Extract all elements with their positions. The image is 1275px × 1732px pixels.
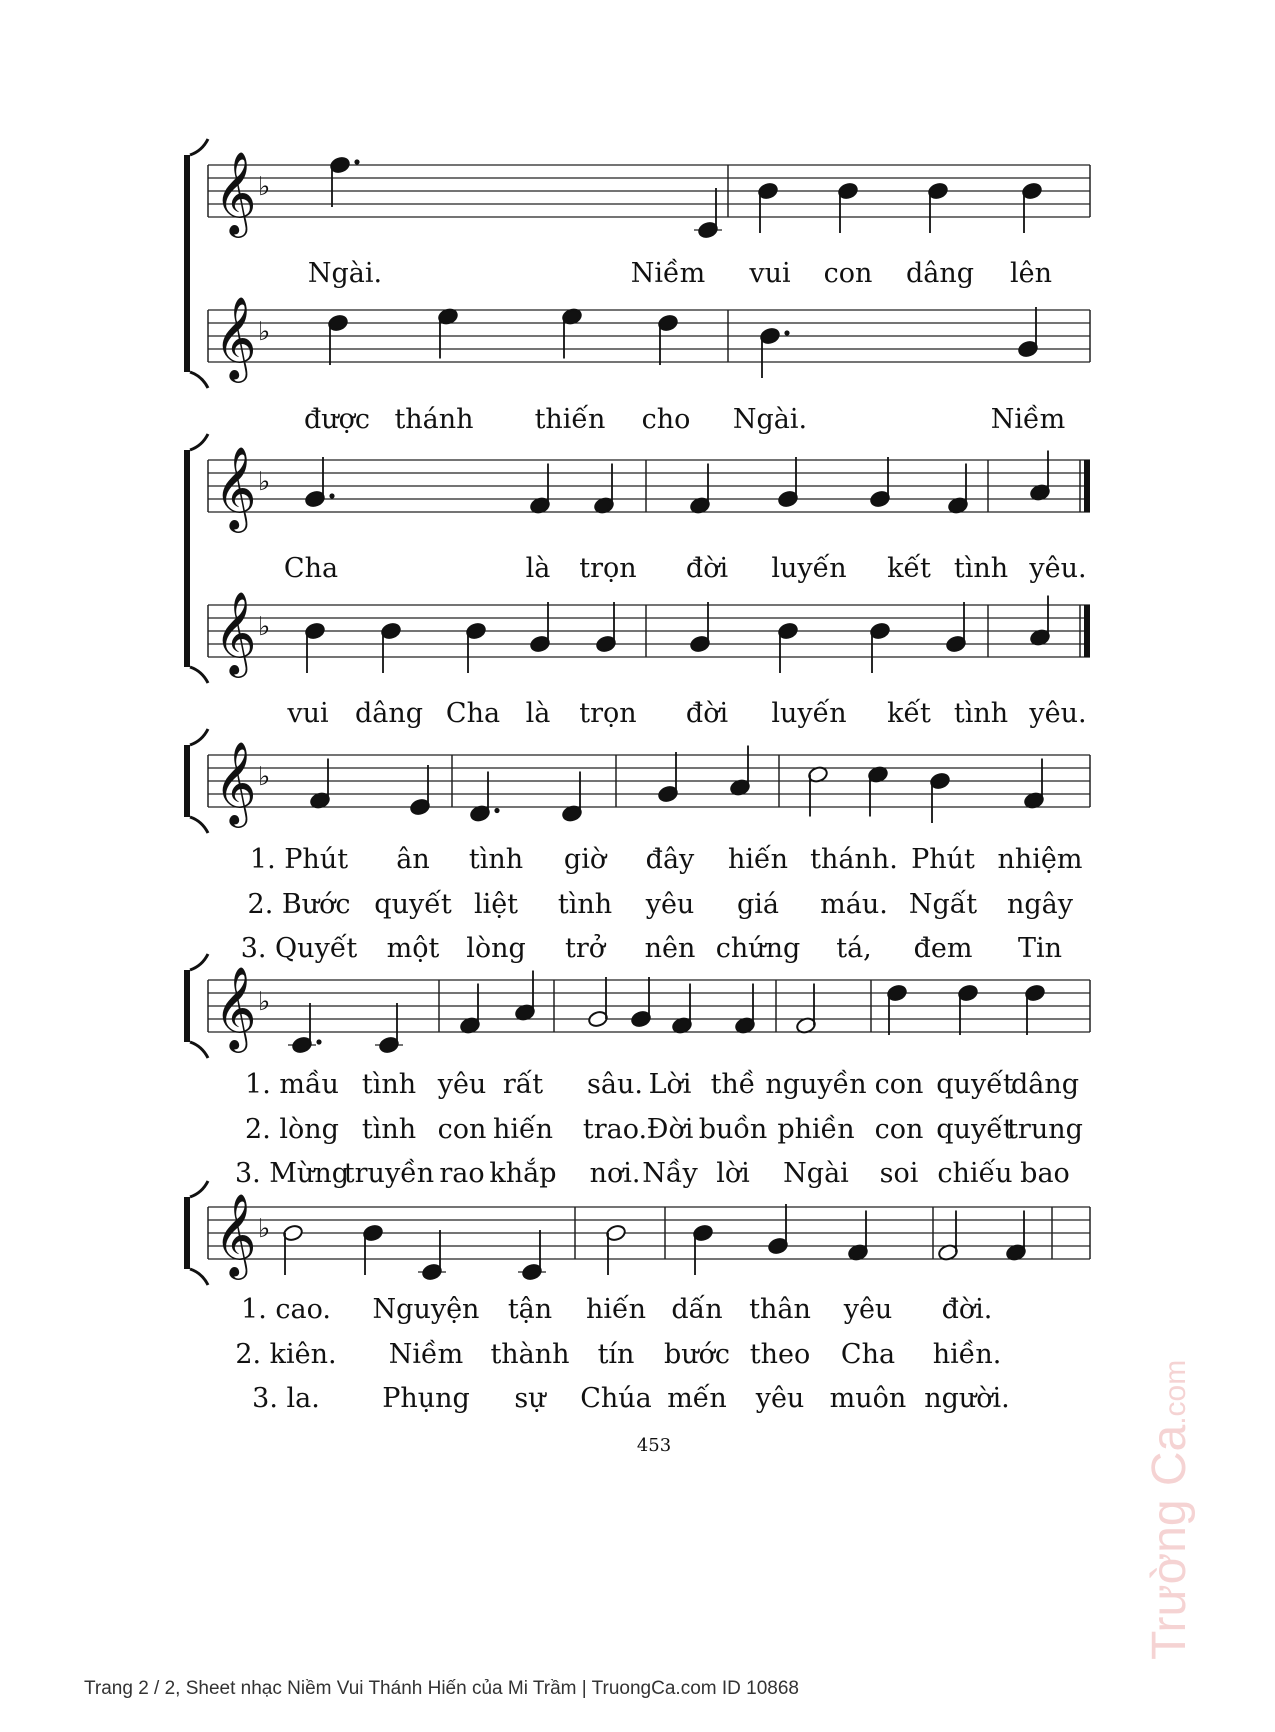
staff: [208, 445, 1090, 533]
staff: [208, 590, 1090, 678]
flat-key-signature-icon: ♭: [258, 987, 271, 1017]
lyric-syllable: yêu: [843, 1294, 893, 1325]
note: [929, 772, 950, 823]
lyric-syllable: đem: [913, 933, 973, 964]
treble-clef-icon: 𝄞: [214, 740, 257, 824]
lyric-syllable: ân: [396, 844, 430, 875]
lyric-syllable: trở: [564, 933, 606, 964]
note: [409, 765, 430, 816]
note: [593, 464, 614, 515]
lyric-syllable: hiền.: [932, 1339, 1002, 1370]
lyric-syllable: 2. Bước: [247, 889, 351, 920]
lyric-syllable: dâng: [354, 698, 424, 729]
treble-clef-icon: 𝄞: [214, 965, 257, 1049]
lyric-syllable: giá: [736, 889, 780, 920]
note: [837, 182, 858, 233]
note: [518, 1230, 546, 1281]
lyric-syllable: yêu: [437, 1069, 487, 1100]
system-bracket: [184, 1197, 190, 1269]
lyric-syllable: trọn: [579, 553, 637, 584]
lyric-syllable: lời: [716, 1158, 750, 1189]
staff: [208, 965, 1090, 1054]
bracket-hook-top: [190, 434, 208, 450]
lyric-syllable: tá,: [836, 933, 872, 964]
final-barline-thick: [1084, 605, 1090, 657]
lyric-syllable: kết: [887, 698, 931, 729]
system-bracket: [184, 450, 190, 667]
bracket-hook-top: [190, 139, 208, 155]
note: [304, 457, 334, 508]
lyric-syllable: sâu.: [587, 1069, 643, 1100]
lyric-syllable: được: [303, 404, 371, 435]
dot: [494, 808, 499, 813]
system-4-lyrics: [235, 1069, 1083, 1189]
lyric-syllable: Ngài: [783, 1158, 849, 1189]
system-bracket: [184, 745, 190, 817]
lyric-syllable: yêu.: [1029, 553, 1087, 584]
note: [529, 602, 550, 653]
note: [459, 984, 480, 1035]
page-footer: Trang 2 / 2, Sheet nhạc Niềm Vui Thánh Hiến của Mi Trầm | TruongCa.com ID 10868: [84, 1678, 799, 1699]
note: [937, 1211, 958, 1262]
lyric-syllable: Phụng: [382, 1383, 470, 1414]
treble-clef-icon: 𝄞: [214, 445, 257, 529]
note: [657, 752, 678, 803]
lyric-syllable: theo: [749, 1339, 811, 1370]
lyric-syllable: Chúa: [580, 1383, 652, 1414]
flat-key-signature-icon: ♭: [258, 612, 271, 642]
system-bracket: [184, 155, 190, 372]
lyric-syllable: thánh.: [810, 844, 898, 875]
note: [694, 188, 722, 239]
lyric-syllable: con: [437, 1114, 487, 1145]
lyric-syllable: Niềm: [388, 1339, 464, 1370]
lyric-syllable: tình: [361, 1069, 417, 1100]
note: [947, 464, 968, 515]
lyric-syllable: nên: [644, 933, 696, 964]
lyric-syllable: khắp: [489, 1158, 557, 1189]
lyric-syllable: dâng: [905, 258, 975, 289]
note: [561, 772, 582, 823]
note: [777, 457, 798, 508]
lyric-syllable: lòng: [466, 933, 526, 964]
flat-key-signature-icon: ♭: [258, 762, 271, 792]
note: [1017, 307, 1038, 358]
dot: [329, 493, 334, 498]
lyric-syllable: yêu: [645, 889, 695, 920]
lyric-layer: [235, 258, 1087, 1414]
note: [1005, 1211, 1026, 1262]
lyric-syllable: một: [386, 933, 440, 964]
note: [375, 1003, 403, 1054]
flat-key-signature-icon: ♭: [258, 1214, 271, 1244]
lyric-syllable: rao: [439, 1158, 485, 1189]
note: [671, 984, 692, 1035]
note: [927, 182, 948, 233]
lyric-syllable: Niềm: [630, 258, 706, 289]
system-1-lyrics: [304, 258, 1065, 435]
lyric-syllable: tình: [953, 698, 1009, 729]
note: [595, 602, 616, 653]
note: [282, 1224, 303, 1275]
lyric-syllable: hiến: [585, 1294, 647, 1325]
flat-key-signature-icon: ♭: [258, 172, 271, 202]
dot: [354, 159, 359, 164]
final-barline-thick: [1084, 460, 1090, 512]
lyric-syllable: luyến: [771, 698, 847, 729]
lyric-syllable: là: [525, 553, 551, 584]
lyric-syllable: Cha: [283, 553, 339, 584]
note: [657, 314, 678, 365]
lyric-syllable: con: [823, 258, 873, 289]
lyric-syllable: Cha: [840, 1339, 896, 1370]
lyric-syllable: thiến: [534, 404, 606, 435]
note: [465, 622, 486, 673]
treble-clef-icon: 𝄞: [214, 150, 257, 234]
lyric-syllable: soi: [879, 1158, 919, 1189]
lyric-syllable: tình: [361, 1114, 417, 1145]
watermark: [1142, 1360, 1197, 1660]
note: [514, 971, 535, 1022]
page-number: 453: [636, 1435, 672, 1456]
note: [587, 977, 608, 1028]
note: [288, 1003, 322, 1054]
lyric-syllable: Niềm: [990, 404, 1066, 435]
lyric-syllable: sự: [514, 1383, 546, 1414]
lyric-syllable: Nguyện: [372, 1294, 480, 1325]
bracket-hook-bottom: [190, 1042, 208, 1058]
bracket-hook-bottom: [190, 667, 208, 683]
bracket-hook-bottom: [190, 817, 208, 833]
bracket-hook-top: [190, 729, 208, 745]
lyric-syllable: chứng: [715, 933, 801, 964]
lyric-syllable: Tin: [1017, 933, 1063, 964]
lyric-syllable: 3. Quyết: [240, 933, 358, 964]
system-4: [184, 954, 1090, 1058]
lyric-syllable: chiếu: [937, 1158, 1013, 1189]
watermark-suffix: .com: [1159, 1359, 1192, 1425]
staff: [208, 740, 1090, 828]
lyric-syllable: tận: [507, 1294, 553, 1325]
dot: [316, 1039, 321, 1044]
note: [1024, 984, 1045, 1035]
lyric-syllable: máu.: [820, 889, 888, 920]
bracket-hook-top: [190, 1181, 208, 1197]
flat-key-signature-icon: ♭: [258, 467, 271, 497]
staff: [208, 150, 1090, 239]
lyric-syllable: mến: [667, 1383, 727, 1414]
lyric-syllable: tình: [557, 889, 613, 920]
note: [734, 984, 755, 1035]
lyric-syllable: trao.: [582, 1114, 648, 1145]
lyric-syllable: tình: [953, 553, 1009, 584]
lyric-syllable: nguyền: [765, 1069, 867, 1100]
note: [309, 759, 330, 810]
lyric-syllable: rất: [502, 1069, 544, 1100]
lyric-syllable: quyết: [374, 889, 452, 920]
lyric-syllable: lên: [1009, 258, 1053, 289]
lyric-syllable: Ngất: [908, 889, 978, 920]
note: [1029, 451, 1050, 502]
lyric-syllable: kết: [887, 553, 931, 584]
staff: [208, 295, 1090, 383]
lyric-syllable: phiền: [777, 1114, 855, 1145]
system-3-lyrics: [241, 844, 1083, 964]
staff: [208, 1192, 1090, 1281]
lyric-syllable: Lời: [648, 1069, 692, 1100]
note: [327, 314, 348, 365]
treble-clef-icon: 𝄞: [214, 590, 257, 674]
lyric-syllable: đây: [645, 844, 695, 875]
lyric-syllable: đời: [685, 698, 729, 729]
lyric-syllable: con: [874, 1069, 924, 1100]
lyric-syllable: tín: [597, 1339, 635, 1370]
note: [807, 765, 828, 816]
note: [795, 984, 816, 1035]
bracket-hook-top: [190, 954, 208, 970]
note: [418, 1230, 446, 1281]
note: [767, 1204, 788, 1255]
lyric-syllable: trung: [1007, 1114, 1083, 1145]
lyric-syllable: vui: [287, 698, 329, 729]
note: [1021, 182, 1042, 233]
note: [689, 602, 710, 653]
note: [1029, 596, 1050, 647]
lyric-syllable: nhiệm: [997, 844, 1083, 875]
lyric-syllable: dâng: [1010, 1069, 1080, 1100]
note: [729, 746, 750, 797]
lyric-syllable: thành: [490, 1339, 570, 1370]
note: [469, 772, 499, 823]
lyric-syllable: 1. cao.: [241, 1294, 331, 1325]
note: [630, 977, 651, 1028]
lyric-syllable: bước: [663, 1339, 731, 1370]
note: [945, 602, 966, 653]
lyric-syllable: tình: [468, 844, 524, 875]
note: [759, 327, 789, 378]
note: [1023, 759, 1044, 810]
lyric-syllable: 3. Mừng: [234, 1158, 350, 1189]
note: [437, 307, 458, 358]
lyric-syllable: liệt: [473, 889, 519, 920]
bracket-hook-bottom: [190, 372, 208, 388]
system-5: [184, 1181, 1090, 1285]
lyric-syllable: muôn: [829, 1383, 907, 1414]
lyric-syllable: thân: [749, 1294, 811, 1325]
lyric-syllable: truyền: [343, 1158, 435, 1189]
lyric-syllable: 3. la.: [252, 1383, 320, 1414]
lyric-syllable: Ngài.: [307, 258, 383, 289]
note: [757, 182, 778, 233]
lyric-syllable: quyết: [936, 1069, 1014, 1100]
bracket-hook-bottom: [190, 1269, 208, 1285]
lyric-syllable: luyến: [771, 553, 847, 584]
lyric-syllable: ngây: [1006, 889, 1074, 920]
dot: [784, 330, 789, 335]
note: [605, 1224, 626, 1275]
lyric-syllable: hiến: [492, 1114, 554, 1145]
lyric-syllable: vui: [749, 258, 791, 289]
lyric-syllable: bao: [1020, 1158, 1070, 1189]
lyric-syllable: yêu.: [1029, 698, 1087, 729]
lyric-syllable: 1. mầu: [245, 1069, 339, 1100]
note: [561, 307, 582, 358]
treble-clef-icon: 𝄞: [214, 295, 257, 379]
lyric-syllable: Ngài.: [732, 404, 808, 435]
lyric-syllable: Cha: [445, 698, 501, 729]
lyric-syllable: thánh: [394, 404, 474, 435]
note: [304, 622, 325, 673]
lyric-syllable: giờ: [563, 844, 607, 875]
lyric-syllable: Nầy: [642, 1158, 698, 1189]
note: [689, 464, 710, 515]
note: [329, 156, 359, 207]
lyric-syllable: là: [525, 698, 551, 729]
lyric-syllable: đời.: [941, 1294, 993, 1325]
lyric-syllable: 2. kiên.: [235, 1339, 337, 1370]
lyric-syllable: dấn: [671, 1294, 723, 1325]
lyric-syllable: thề: [710, 1069, 756, 1100]
lyric-syllable: người.: [924, 1383, 1010, 1414]
lyric-syllable: đời: [685, 553, 729, 584]
lyric-syllable: cho: [641, 404, 691, 435]
lyric-syllable: yêu: [755, 1383, 805, 1414]
lyric-syllable: buồn: [698, 1114, 768, 1145]
note: [869, 457, 890, 508]
system-bracket: [184, 970, 190, 1042]
lyric-syllable: 2. lòng: [245, 1114, 339, 1145]
note: [867, 765, 888, 816]
system-2-lyrics: [284, 553, 1087, 729]
note: [869, 622, 890, 673]
note: [692, 1224, 713, 1275]
note: [380, 622, 401, 673]
lyric-syllable: hiến: [727, 844, 789, 875]
note: [886, 984, 907, 1035]
system-3: [184, 729, 1090, 833]
note: [847, 1211, 868, 1262]
flat-key-signature-icon: ♭: [258, 317, 271, 347]
lyric-syllable: nơi.: [589, 1158, 641, 1189]
treble-clef-icon: 𝄞: [214, 1192, 257, 1276]
lyric-syllable: Đời: [646, 1114, 694, 1145]
note: [529, 464, 550, 515]
system-5-lyrics: [235, 1294, 1009, 1414]
watermark-main: Trường Ca: [1143, 1424, 1196, 1660]
lyric-syllable: con: [874, 1114, 924, 1145]
note: [957, 984, 978, 1035]
lyric-syllable: quyết: [936, 1114, 1014, 1145]
note: [777, 622, 798, 673]
lyric-syllable: trọn: [579, 698, 637, 729]
lyric-syllable: Phút: [911, 844, 975, 875]
lyric-syllable: 1. Phút: [249, 844, 349, 875]
note: [362, 1224, 383, 1275]
